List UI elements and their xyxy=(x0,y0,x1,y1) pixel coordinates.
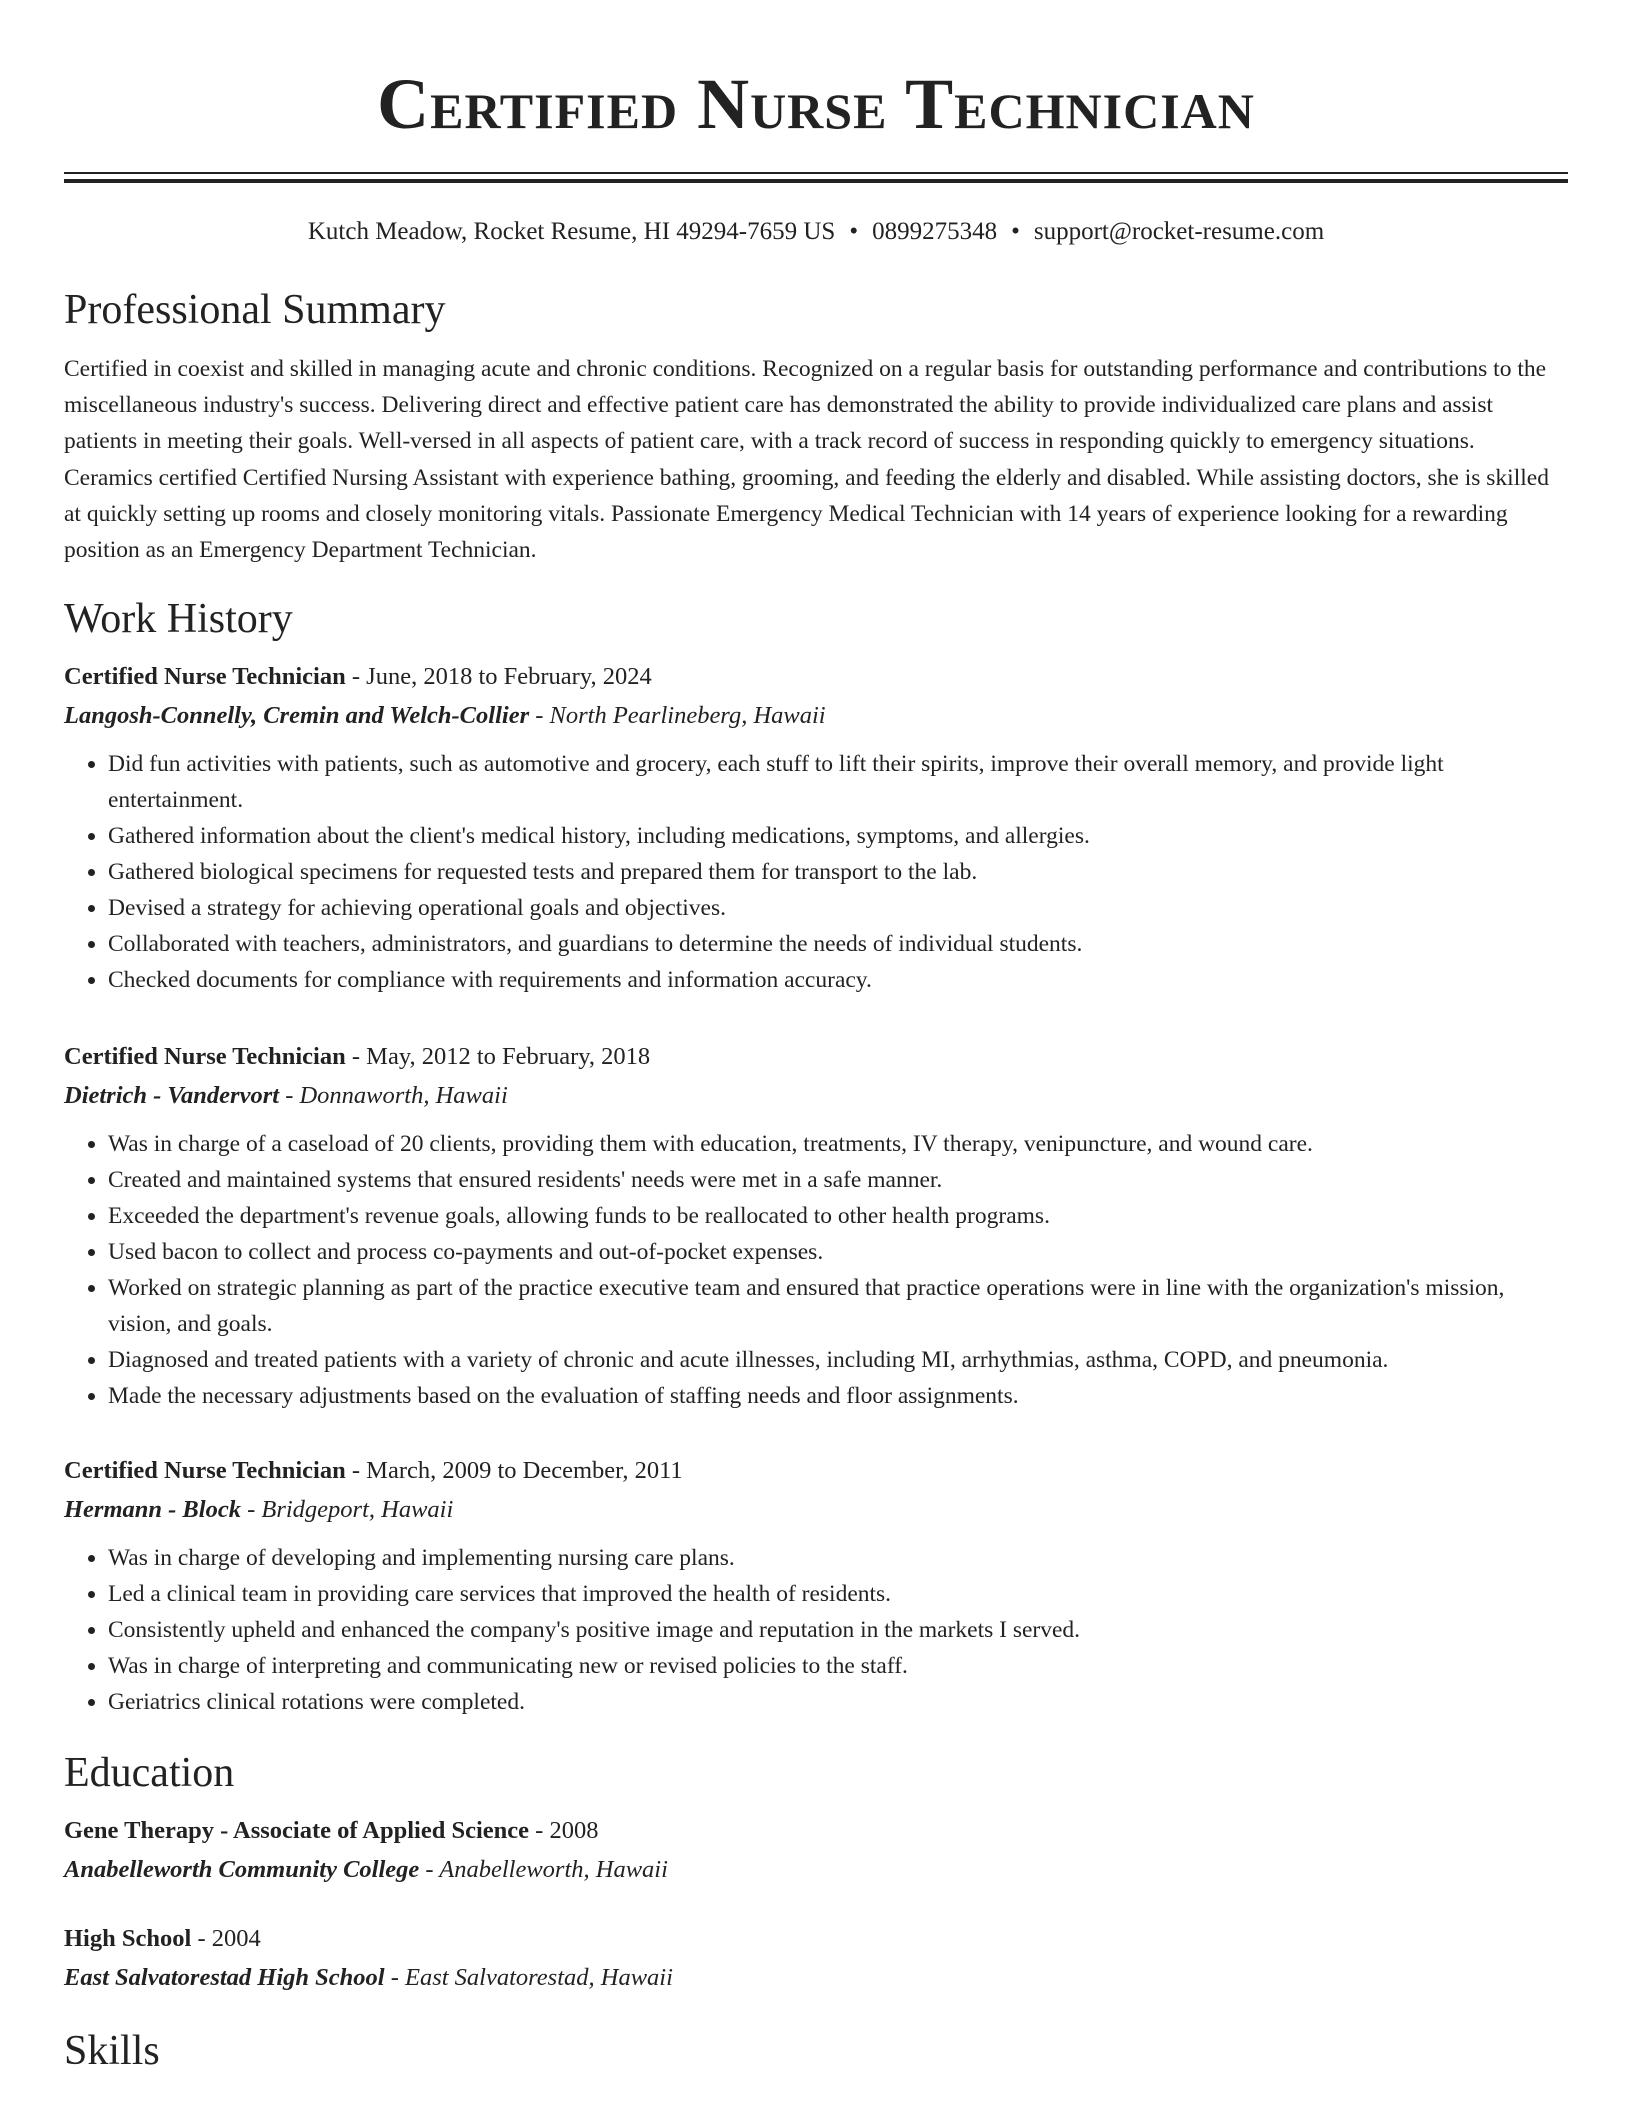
list-item: • Geriatrics clinical rotations were completed. xyxy=(108,1684,1568,1720)
list-item: • Worked on strategic planning as part of the practice executive team and ensured that practice operations were in line with the organization's mission, vision, and goals. xyxy=(108,1270,1568,1342)
summary-text: Certified in coexist and skilled in managing acute and chronic conditions. Recognized on a regular basis for outstanding performance and contributions to the miscellaneous industry's success. Delivering direct and effective patient care has demonstrated the ability to provide individualized care plans and assist patients in meeting their goals. Well-versed in all aspects of patient care, with a track record of success in responding quickly to emergency situations. Ceramics certified Certified Nursing Assistant with experience bathing, grooming, and feeding the elderly and disabled. While assisting doctors, she is skilled at quickly setting up rooms and closely monitoring vitals. Passionate Emergency Medical Technician with 14 years of experience looking for a rewarding position as an Emergency Department Technician. xyxy=(64,356,1549,564)
section-heading-work-history: Work History xyxy=(64,596,293,643)
education-school: East Salvatorestad High School xyxy=(64,1964,385,1992)
section-heading-summary: Professional Summary xyxy=(64,287,446,333)
list-item: • Created and maintained systems that ensured residents' needs were met in a safe manner. xyxy=(108,1162,1568,1198)
resume-title: Certified Nurse Technician xyxy=(377,64,1255,144)
job-location: - Donnaworth, Hawaii xyxy=(279,1082,508,1110)
job-company: Hermann - Block xyxy=(64,1496,241,1524)
education-year: - 2008 xyxy=(529,1817,599,1845)
education-entry xyxy=(64,1812,1568,1890)
job-title-line xyxy=(64,658,1568,696)
job-company: Langosh-Connelly, Cremin and Welch-Collier xyxy=(64,702,530,730)
list-item: • Gathered biological specimens for requested tests and prepared them for transport to the lab. xyxy=(108,854,1568,890)
education-entry xyxy=(64,1920,1568,1998)
job-location: - Bridgeport, Hawaii xyxy=(240,1496,454,1524)
education-degree: High School xyxy=(64,1925,192,1953)
job-company-line xyxy=(64,696,1568,736)
contact-phone: 0899275348 xyxy=(872,218,998,245)
section-heading-skills: Skills xyxy=(64,2028,160,2075)
list-item: • Collaborated with teachers, administrators, and guardians to determine the needs of individual students. xyxy=(108,926,1568,962)
job-bullet-list xyxy=(64,1540,1568,1720)
education-location: - Anabelleworth, Hawaii xyxy=(419,1856,668,1884)
contact-separator: • xyxy=(1011,218,1020,245)
job-company-line xyxy=(64,1490,1568,1530)
list-item: • Was in charge of developing and implementing nursing care plans. xyxy=(108,1540,1568,1576)
job-role: Certified Nurse Technician xyxy=(64,1043,346,1071)
job-entry xyxy=(64,1038,1568,1414)
contact-email: support@rocket-resume.com xyxy=(1033,218,1325,245)
list-item: • Checked documents for compliance with requirements and information accuracy. xyxy=(108,962,1568,998)
job-entry xyxy=(64,1452,1568,1720)
job-dates: - May, 2012 to February, 2018 xyxy=(345,1043,651,1071)
job-title-line xyxy=(64,1038,1568,1076)
list-item: • Did fun activities with patients, such as automotive and grocery, each stuff to lift their spirits, improve their overall memory, and provide light entertainment. xyxy=(108,746,1568,818)
list-item: • Was in charge of a caseload of 20 clients, providing them with education, treatments, IV therapy, venipuncture, and wound care. xyxy=(108,1126,1568,1162)
job-dates: - June, 2018 to February, 2024 xyxy=(345,663,652,691)
job-dates: - March, 2009 to December, 2011 xyxy=(345,1457,683,1485)
list-item: • Exceeded the department's revenue goals, allowing funds to be reallocated to other health programs. xyxy=(108,1198,1568,1234)
job-company: Dietrich - Vandervort xyxy=(64,1082,280,1110)
list-item: • Gathered information about the client's medical history, including medications, symptoms, and allergies. xyxy=(108,818,1568,854)
title-double-rule xyxy=(64,172,1568,183)
education-degree-line xyxy=(64,1812,1568,1850)
section-heading-education: Education xyxy=(64,1750,235,1797)
education-degree: Gene Therapy - Associate of Applied Science xyxy=(64,1817,530,1845)
job-bullet-list xyxy=(64,746,1568,998)
job-location: - North Pearlineberg, Hawaii xyxy=(529,702,826,730)
education-degree-line xyxy=(64,1920,1568,1958)
job-company-line xyxy=(64,1076,1568,1116)
education-year: - 2004 xyxy=(191,1925,261,1953)
education-school: Anabelleworth Community College xyxy=(64,1856,420,1884)
contact-address: Kutch Meadow, Rocket Resume, HI 49294-7659 US xyxy=(307,218,836,245)
list-item: • Consistently upheld and enhanced the company's positive image and reputation in the markets I served. xyxy=(108,1612,1568,1648)
job-entry xyxy=(64,658,1568,998)
job-title-line xyxy=(64,1452,1568,1490)
job-role: Certified Nurse Technician xyxy=(64,663,346,691)
education-school-line xyxy=(64,1958,1568,1998)
list-item: • Devised a strategy for achieving operational goals and objectives. xyxy=(108,890,1568,926)
list-item: • Used bacon to collect and process co-payments and out-of-pocket expenses. xyxy=(108,1234,1568,1270)
list-item: • Led a clinical team in providing care services that improved the health of residents. xyxy=(108,1576,1568,1612)
education-location: - East Salvatorestad, Hawaii xyxy=(384,1964,673,1992)
education-school-line xyxy=(64,1850,1568,1890)
list-item: • Was in charge of interpreting and communicating new or revised policies to the staff. xyxy=(108,1648,1568,1684)
list-item: • Diagnosed and treated patients with a variety of chronic and acute illnesses, including MI, arrhythmias, asthma, COPD, and pneumonia. xyxy=(108,1342,1568,1378)
job-role: Certified Nurse Technician xyxy=(64,1457,346,1485)
contact-separator: • xyxy=(849,218,859,245)
list-item: • Made the necessary adjustments based on the evaluation of staffing needs and floor assignments. xyxy=(108,1378,1568,1414)
contact-line xyxy=(64,217,1568,247)
job-bullet-list xyxy=(64,1126,1568,1414)
